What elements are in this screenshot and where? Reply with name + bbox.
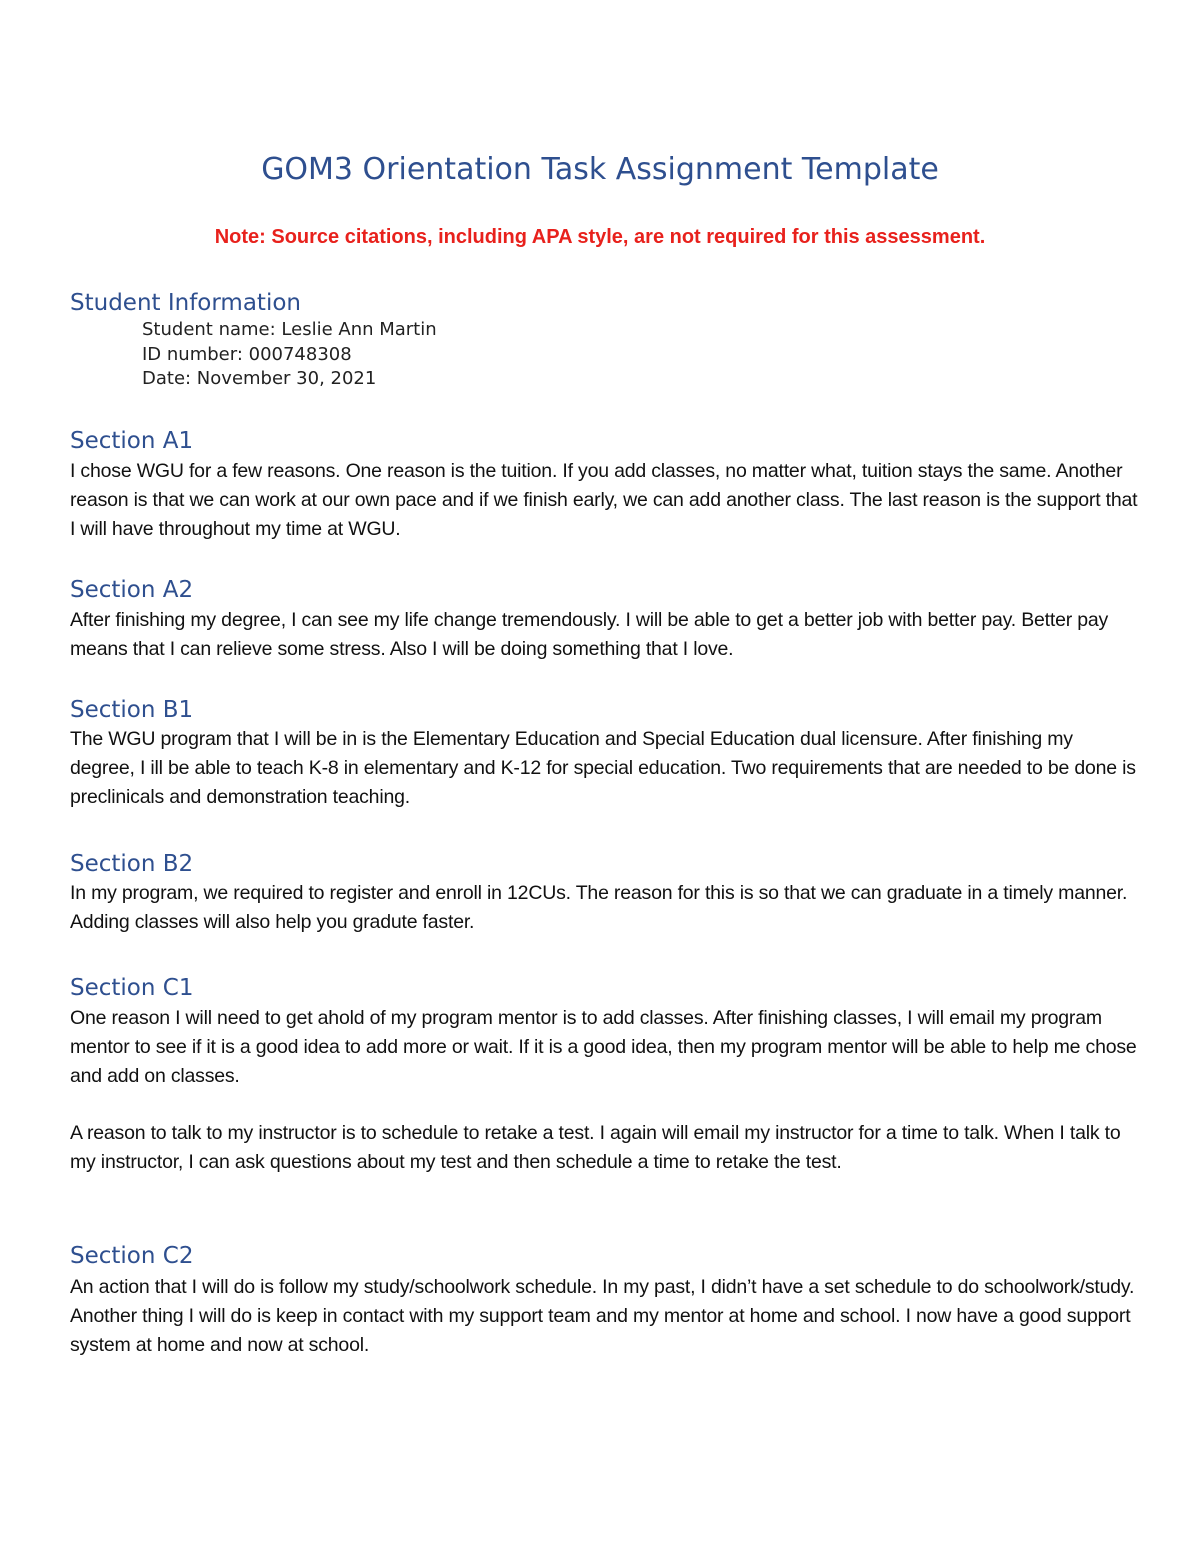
student-name: Student name: Leslie Ann Martin	[142, 319, 437, 340]
section-c1-paragraph-2: A reason to talk to my instructor is to schedule to retake a test. I again will email my instructor for a time to talk. When I talk to my instructor, I can ask questions about my test and then schedule a time to retake the test.	[70, 1122, 1121, 1173]
student-information-block	[142, 318, 437, 392]
section-b1-paragraph: The WGU program that I will be in is the Elementary Education and Special Education dual licensure. After finishing my degree, I ill be able to teach K-8 in elementary and K-12 for special education. Two requirements that are needed to be done is preclinicals and demonstration teaching.	[70, 728, 1136, 808]
submission-date: Date: November 30, 2021	[142, 368, 377, 389]
section-c1-heading: Section C1	[70, 975, 194, 1001]
assessment-note: Note: Source citations, including APA style, are not required for this assessment.	[214, 226, 986, 248]
section-c1-paragraph-1: One reason I will need to get ahold of my program mentor is to add classes. After finishing classes, I will email my program mentor to see if it is a good idea to add more or wait. If it is a good idea, then my program mentor will be able to help me chose and add on classes.	[70, 1007, 1137, 1087]
section-a2-paragraph: After finishing my degree, I can see my life change tremendously. I will be able to get a better job with better pay. Better pay means that I can relieve some stress. Also I will be doing something that I love.	[70, 609, 1109, 660]
student-id-number: ID number: 000748308	[142, 343, 352, 365]
section-a1-paragraph: I chose WGU for a few reasons. One reason is the tuition. If you add classes, no matter what, tuition stays the same. Another reason is that we can work at our own pace and if we finish early, we can add another class. The last reason is the support that I will have throughout my time at WGU.	[70, 460, 1138, 540]
section-b1-heading: Section B1	[70, 697, 194, 723]
section-b2-paragraph: In my program, we required to register and enroll in 12CUs. The reason for this is so that we can graduate in a timely manner. Adding classes will also help you gradute faster.	[70, 882, 1128, 933]
student-information-heading: Student Information	[70, 290, 301, 316]
section-a2-heading: Section A2	[70, 577, 194, 603]
section-b2-heading: Section B2	[70, 851, 194, 877]
section-c2-heading: Section C2	[70, 1243, 194, 1269]
section-c2-paragraph: An action that I will do is follow my study/schoolwork schedule. In my past, I didn’t have a set schedule to do schoolwork/study. Another thing I will do is keep in contact with my support team and my mentor at home and school. I now have a good support system at home and now at school.	[70, 1276, 1135, 1356]
document-title: GOM3 Orientation Task Assignment Template	[261, 152, 939, 187]
section-a1-heading: Section A1	[70, 428, 194, 454]
